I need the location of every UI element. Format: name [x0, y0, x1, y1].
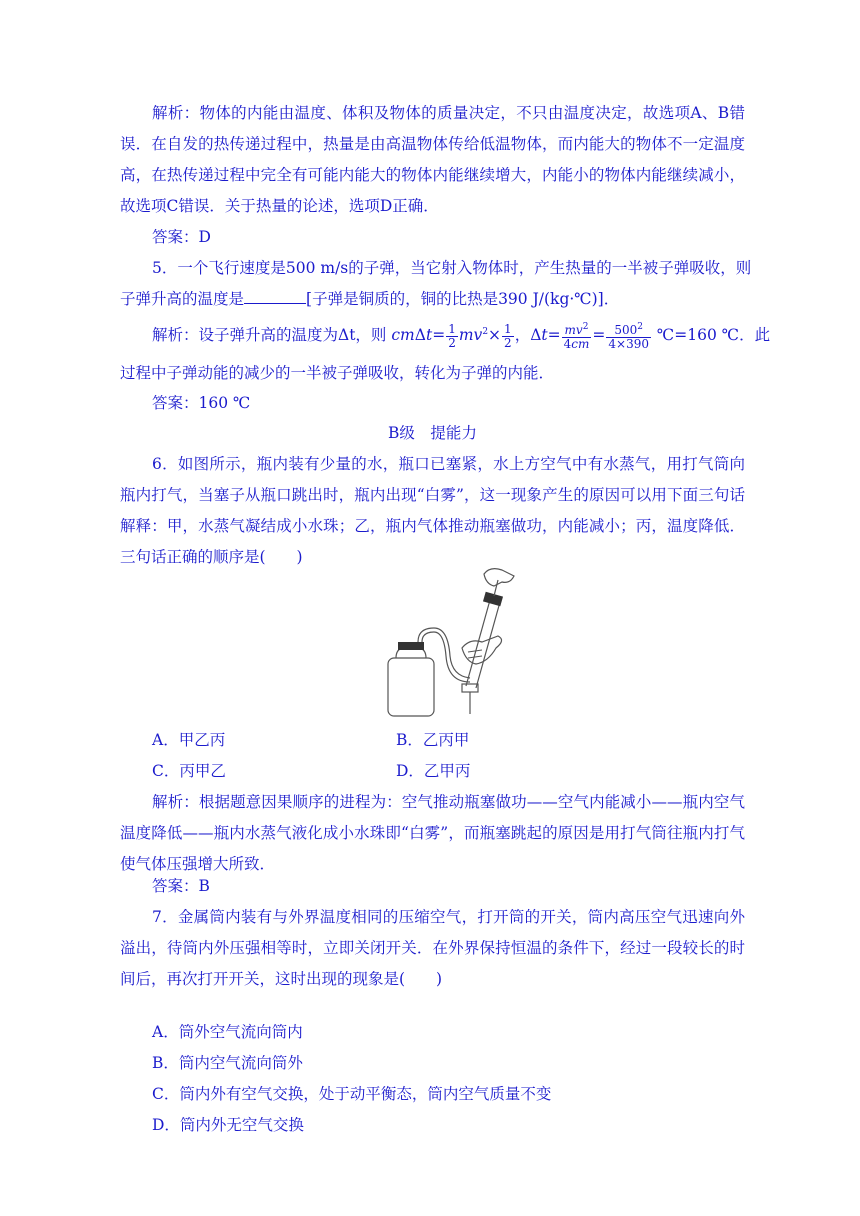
question-5-line2: [120, 284, 619, 315]
answer-q6: 答案：B: [152, 877, 210, 895]
analysis-q5-formula-line: 解析：设子弹升高的温度为Δt，则 cmΔt= $\frac{1}{2}$ $mv^2\times$ $\frac{1}{2}$ ，Δt= $\frac{mv^2}{4cm}$ = $\frac{500^2}{4\times 390}$ ℃=160 ℃．此: [152, 321, 771, 352]
q7-option-b: B．筒内空气流向筒外: [152, 1054, 303, 1072]
q5-hint: [子弹是铜质的，铜的比热是390 J/(kg·℃)]．: [306, 290, 620, 308]
answer-blank: [244, 289, 306, 304]
analysis-q5-suffix: ℃=160 ℃．此: [656, 326, 771, 345]
analysis-q5-line2: 过程中子弹动能的减少的一半被子弹吸收，转化为子弹的内能．: [120, 364, 555, 382]
q6-option-a: A．甲乙丙: [152, 731, 226, 749]
q6-option-c: C．丙甲乙: [152, 762, 226, 780]
q7-option-d: D．筒内外无空气交换: [152, 1116, 304, 1134]
answer-q5: 答案：160 ℃: [152, 394, 251, 412]
bottle-pump-figure: [378, 566, 518, 720]
section-title: B级 提能力: [388, 424, 477, 442]
analysis-q5-prefix: 解析：设子弹升高的温度为Δt，则: [152, 326, 387, 345]
question-5-line1: 5．一个飞行速度是500 m/s的子弹，当它射入物体时，产生热量的一半被子弹吸收，则: [152, 259, 752, 277]
answer-q4: 答案：D: [152, 228, 211, 246]
q5-text: 子弹升高的温度是: [120, 290, 245, 308]
analysis-q6: 解析：根据题意因果顺序的进程为：空气推动瓶塞做功——空气内能减小——瓶内空气温度降低——瓶内水蒸气液化成小水珠即“白雾”，而瓶塞跳起的原因是用打气筒往瓶内打气使气体压强增大所致．: [120, 793, 745, 873]
question-7: 7．金属筒内装有与外界温度相同的压缩空气，打开筒的开关，筒内高压空气迅速向外溢出，待筒内外压强相等时，立即关闭开关．在外界保持恒温的条件下，经过一段较长的时间后，再次打开开关，这时出现的现象是( ): [120, 908, 745, 988]
q6-option-d: D．乙甲丙: [396, 762, 471, 780]
q6-option-b: B．乙丙甲: [396, 731, 470, 749]
analysis-q4: 解析：物体的内能由温度、体积及物体的质量决定，不只由温度决定，故选项A、B错误．在自发的热传递过程中，热量是由高温物体传给低温物体，而内能大的物体不一定温度高，在热传递过程中完全有可能内能大的物体内能继续增大，内能小的物体内能继续减小，故选项C错误．关于热量的论述，选项D正确．: [120, 104, 745, 215]
q7-option-a: A．筒外空气流向筒内: [152, 1023, 303, 1041]
q7-option-c: C．筒内外有空气交换，处于动平衡态，筒内空气质量不变: [152, 1085, 552, 1103]
question-6: 6．如图所示，瓶内装有少量的水，瓶口已塞紧，水上方空气中有水蒸气，用打气筒向瓶内打气，当塞子从瓶口跳出时，瓶内出现“白雾”，这一现象产生的原因可以用下面三句话解释：甲，水蒸气凝结成小水珠；乙，瓶内气体推动瓶塞做功，内能减小；丙，温度降低．三句话正确的顺序是( ): [120, 455, 745, 566]
